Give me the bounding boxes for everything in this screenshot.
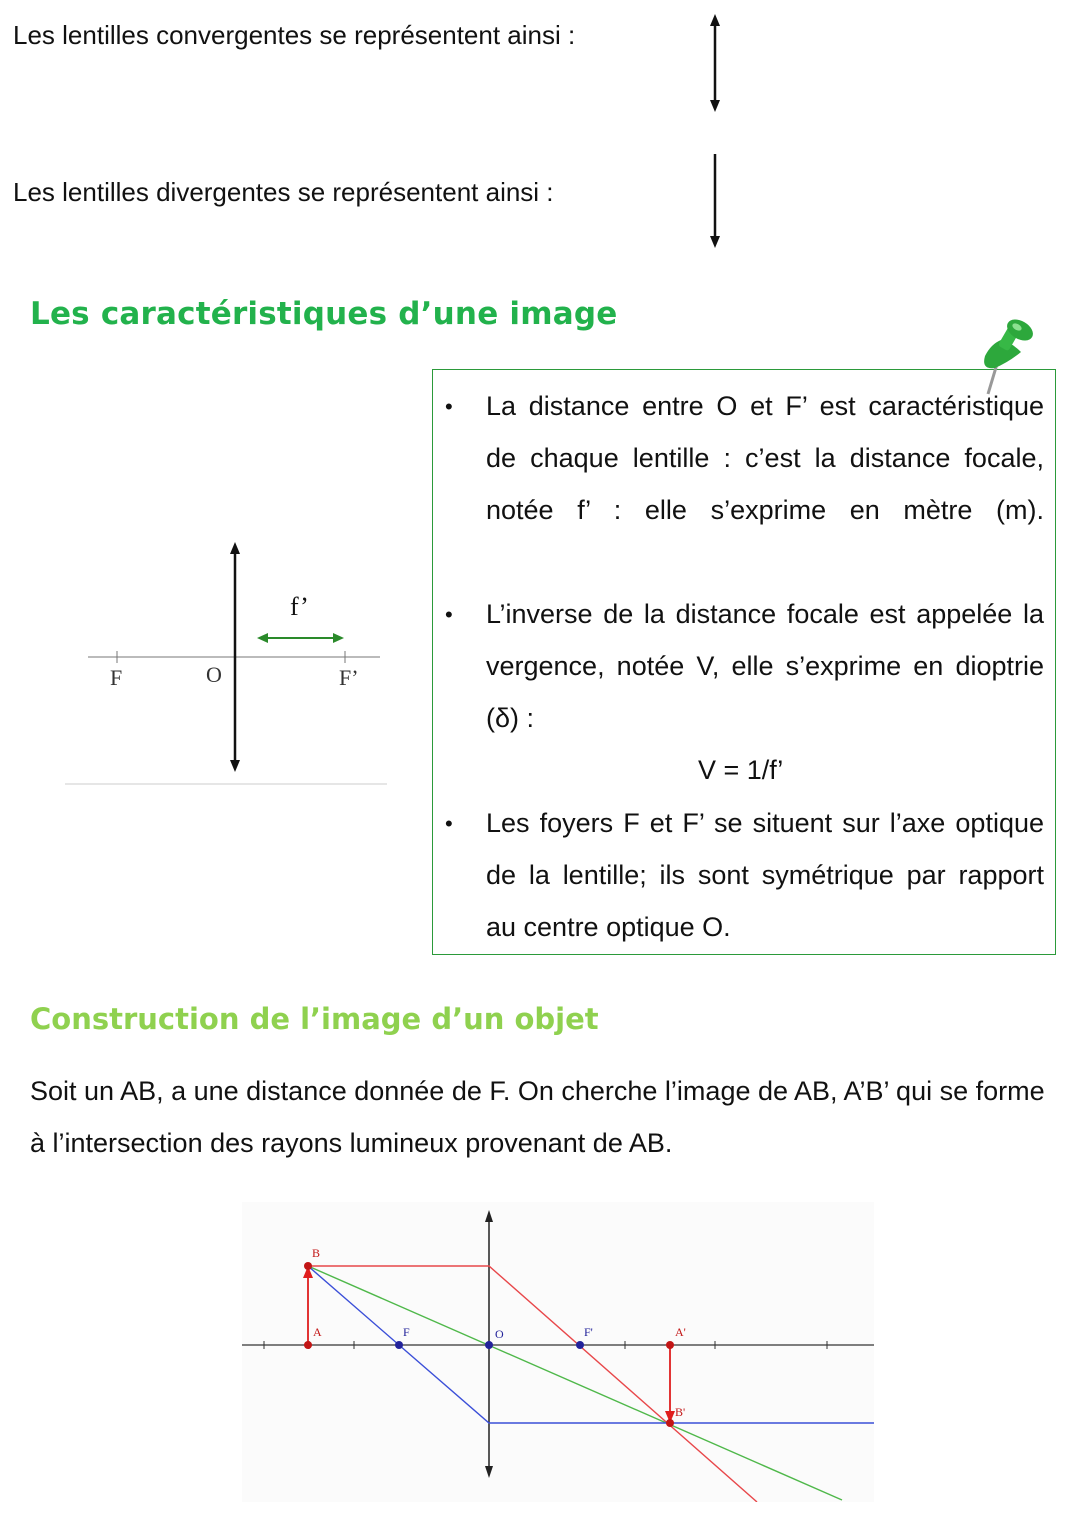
focal-point-Fprime-label: F’: [339, 665, 359, 690]
optical-center-O-label: O: [206, 662, 222, 687]
bullet-1-marker: •: [445, 394, 453, 419]
construction-paragraph: Soit un AB, a une distance donnée de F. On cherche l’image de AB, A’B’ qui se forme à l’intersection des rayons lumineux provenant de AB.: [30, 1076, 1045, 1158]
focal-length-diagram: [60, 530, 400, 800]
bullet-3-text: Les foyers F et F’ se situent sur l’axe optique de la lentille; ils sont symétrique par rapport au centre optique O.: [486, 808, 1044, 942]
label-A: A: [313, 1325, 322, 1339]
diverging-lens-label: Les lentilles divergentes se représentent ainsi :: [13, 177, 554, 207]
label-Fprime: F': [584, 1325, 593, 1339]
bullet-2-marker: •: [445, 602, 453, 627]
label-B: B: [312, 1246, 321, 1260]
bullet-3-marker: •: [445, 811, 453, 836]
converging-lens-symbol: [700, 12, 730, 112]
section-title-characteristics: Les caractéristiques d’une image: [30, 296, 618, 332]
diverging-lens-symbol: [700, 150, 730, 250]
bullet-2-text: L’inverse de la distance focale est appelée la vergence, notée V, elle s’exprime en dioptrie (δ) :: [486, 599, 1044, 733]
label-Aprime: A': [675, 1325, 686, 1339]
bullet-1-text: La distance entre O et F’ est caractéristique de chaque lentille : c’est la distance focale, notée f’ : elle s’exprime en mètre (m).: [486, 391, 1044, 525]
focal-point-F-label: F: [110, 665, 123, 690]
converging-lens-label: Les lentilles convergentes se représentent ainsi :: [13, 20, 576, 50]
fprime-length-label: f’: [290, 592, 309, 621]
vergence-formula: V = 1/f’: [698, 755, 784, 785]
label-Bprime: B': [675, 1405, 686, 1419]
label-O: O: [495, 1327, 504, 1341]
section-title-construction: Construction de l’image d’un objet: [30, 1002, 599, 1036]
ray-construction-diagram: [242, 1202, 874, 1502]
label-F: F: [403, 1325, 410, 1339]
